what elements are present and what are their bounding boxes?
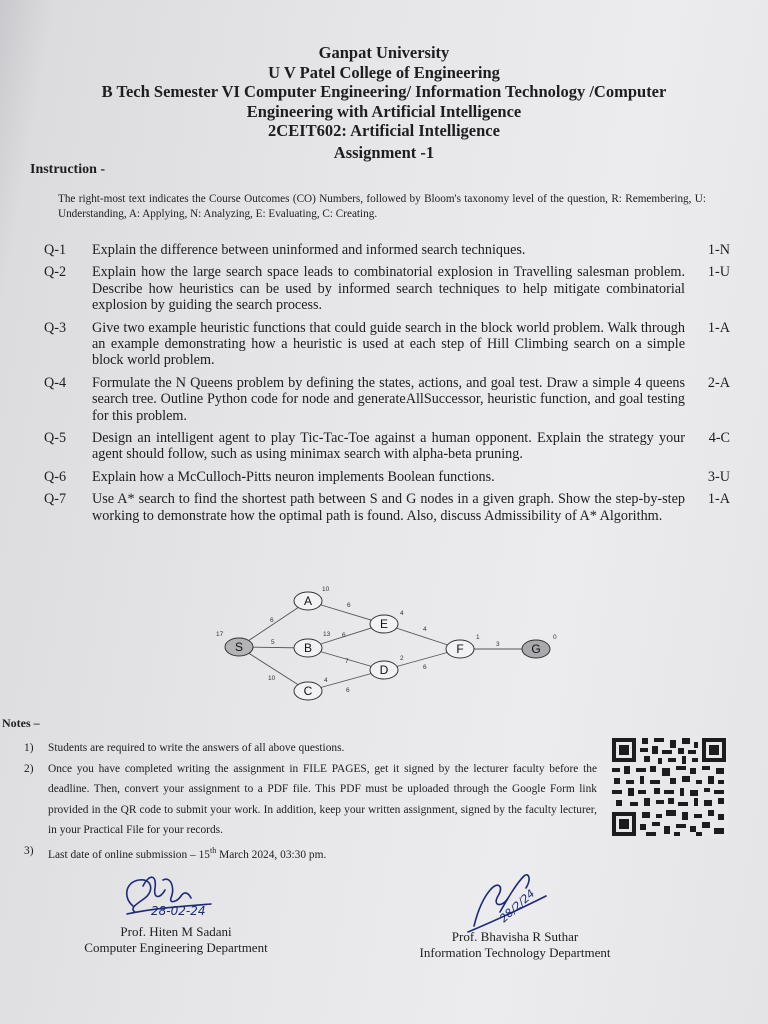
edge-weight: 4 [423,626,427,633]
note-text [48,841,597,865]
edge-weight: 6 [347,602,351,609]
course-outcome: 1-A [707,319,730,336]
signatory-left [60,924,292,956]
note-item [22,738,597,759]
question-number: Q-5 [44,430,67,447]
node-label: C [303,684,313,698]
question-number: Q-1 [44,242,67,258]
question-text: Explain how the large search space leads to combinatorial explosion in Travelling salesman problem. Describe how heuristics can be used by informed search techniques to help mitigate combinatorial explosion by guiding the search process. [92,264,685,314]
heuristic-value: 4 [400,610,404,617]
signature-date: 28/2/24 [497,887,538,926]
heuristic-value: 1 [476,634,480,641]
signatory-department: Computer Engineering Department [84,940,268,955]
assignment-title: Assignment -1 [333,142,435,162]
signature-date: 28-02-24 [151,904,206,918]
course-outcome: 1-N [707,242,730,258]
course-outcome: 4-C [708,430,730,447]
question-number: Q-7 [44,491,67,508]
note-item [22,759,597,841]
question-number: Q-2 [44,264,67,281]
note-number: 1) [24,742,34,754]
heuristic-value: 2 [400,655,404,662]
qr-finder-bottom-left [612,812,636,836]
edge-weight: 5 [271,639,275,646]
question-item [40,469,730,485]
course-outcome: 2-A [707,374,730,391]
edge-weight: 10 [268,675,276,682]
qr-code[interactable] [610,736,728,838]
edge-weight: 7 [345,658,349,665]
question-text: Give two example heuristic functions that could guide search in the block world problem. Walk through an example demonstrating how a heuristic is used at each step of Hill Climbing search on a simple block world problem. [92,319,685,369]
signature-hiten-sadani [115,868,225,924]
college-name: U V Patel College of Engineering [268,62,500,82]
node-label: D [379,663,389,677]
instruction-heading: Instruction - [30,162,106,177]
node-label: F [456,642,464,656]
question-text: Design an intelligent agent to play Tic-Tac-Toe against a human opponent. Explain the strategy your agent should follow, such as using minimax search with alpha-beta pruning. [92,430,685,463]
node-label: G [531,642,541,656]
heuristic-value: 13 [323,631,331,638]
heuristic-value: 4 [324,677,328,684]
question-text: Use A* search to find the shortest path between S and G nodes in a given graph. Show the step-by-step working to demonstrate how the optimal path is found. Also, discuss Admissibility of A* Algorithm. [92,491,685,524]
edge-weight: 6 [342,632,346,639]
course-outcome: 1-U [707,264,730,281]
node-label: B [303,641,313,655]
note-number: 3) [24,844,34,857]
course-outcome: 1-A [707,491,730,508]
node-label: S [234,640,244,654]
heuristic-value: 10 [322,586,330,593]
question-item [40,491,730,524]
signatory-right [395,929,635,961]
deadline-time: March 2024, 03:30 pm. [216,848,327,861]
note-item [22,841,597,865]
university-name: Ganpat University [318,43,450,62]
note-text: Students are required to write the answers of all above questions. [48,742,345,754]
question-text: Formulate the N Queens problem by defining the states, actions, and goal test. Draw a simple 4 queens search tree. Outline Python code for node and generateAllSuccessor, heuristic function, and goal testing for this problem. [92,374,685,424]
heuristic-value: 0 [553,634,557,641]
qr-finder-top-left [612,738,636,762]
question-number: Q-3 [44,319,67,336]
program-line-1: B Tech Semester VI Computer Engineering/ Information Technology /Computer [101,82,667,101]
course-outcome: 3-U [707,468,730,485]
notes-heading: Notes – [2,716,40,730]
notes-list [22,738,597,865]
question-item [40,242,730,258]
question-text: Explain how a McCulloch-Pitts neuron implements Boolean functions. [92,468,495,485]
question-item [40,375,730,424]
question-text: Explain the difference between uninformed and informed search techniques. [92,242,526,258]
question-item [40,264,730,313]
search-graph [200,580,580,710]
node-label: A [303,594,313,608]
note-number: 2) [24,762,34,775]
question-list [40,242,730,530]
document-header [0,43,768,162]
question-item [40,430,730,463]
instruction-text: The right-most text indicates the Course Outcomes (CO) Numbers, followed by Bloom's taxonomy level of the question, R: Remembering, U: Understanding, A: Applying, N: Analyzing, E: Evaluating, C: Creating. [58,193,706,220]
deadline-text: Last date of online submission – 15 [48,848,210,861]
signature-bhavisha-suthar [462,866,562,938]
question-item [40,320,730,369]
signatory-department: Information Technology Department [419,945,611,960]
program-line-2: Engineering with Artificial Intelligence [246,101,522,121]
question-number: Q-6 [44,468,67,485]
ordinal-suffix: th [209,845,217,855]
heuristic-value: 17 [216,631,224,638]
course-title: 2CEIT602: Artificial Intelligence [268,121,500,140]
signatory-name: Prof. Bhavisha R Suthar [451,929,579,944]
edge-weight: 3 [496,641,500,648]
edge-weight: 6 [346,687,350,694]
node-label: E [379,617,389,631]
note-text: Once you have completed writing the assignment in FILE PAGES, get it signed by the lecturer faculty before the deadline. Then, convert your assignment to a PDF file. This PDF must be uploaded through the Google Form link provided in the QR code to submit your work. In addition, keep your written assignment, signed by the faculty lecturer, in your Practical File for your records. [48,762,597,836]
edge-weight: 6 [270,617,274,624]
signatory-name: Prof. Hiten M Sadani [120,924,232,939]
question-number: Q-4 [44,374,67,391]
edge-weight: 6 [423,664,427,671]
qr-finder-top-right [702,738,726,762]
